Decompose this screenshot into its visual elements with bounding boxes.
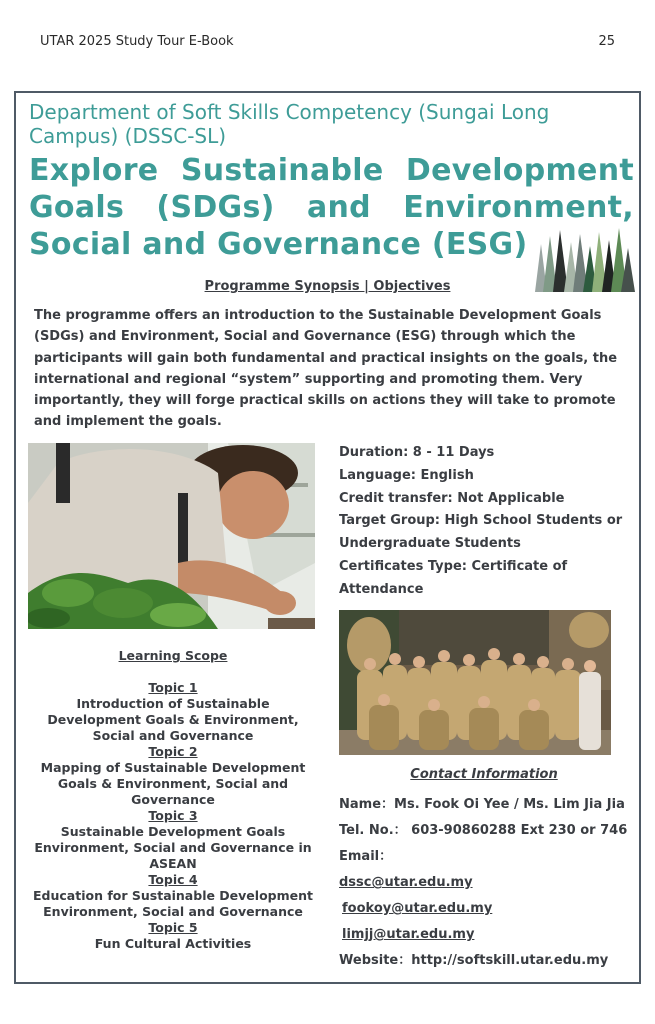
department-name: Department of Soft Skills Competency (Sungai Long Campus) (DSSC-SL) bbox=[29, 100, 550, 148]
credit-transfer: Credit transfer: Not Applicable bbox=[339, 490, 565, 506]
topic-4-text: Education for Sustainable Development Environment, Social and Governance bbox=[33, 888, 313, 919]
email-link-limjj[interactable]: limjj@utar.edu.my bbox=[342, 927, 475, 942]
contact-tel: Tel. No.： 603-90860288 Ext 230 or 746 bbox=[339, 823, 628, 838]
certificate-type: Certificates Type: Certificate of Attendance bbox=[339, 558, 568, 597]
synopsis-heading: Programme Synopsis | Objectives bbox=[204, 279, 451, 294]
language: Language: English bbox=[339, 467, 474, 483]
topic-1-label: Topic 1 bbox=[148, 680, 198, 695]
contact-heading: Contact Information bbox=[410, 767, 558, 782]
learning-scope bbox=[28, 648, 318, 952]
planting-photo bbox=[28, 443, 315, 629]
topic-3-label: Topic 3 bbox=[148, 808, 198, 823]
synopsis-body: The programme offers an introduction to the Sustainable Development Goals (SDGs) and Environment, Social and Governance (ESG) through which the participants will gain both fundamental and practical insights on the goals, the international and regional “system” supporting and promoting them. Very importantly, they will forge practical skills on actions they will take to promote and implement the goals. bbox=[34, 308, 618, 430]
topic-2-text: Mapping of Sustainable Development Goals & Environment, Social and Governance bbox=[40, 760, 306, 807]
duration: Duration: 8 - 11 Days bbox=[339, 445, 495, 460]
topic-5-label: Topic 5 bbox=[148, 920, 198, 935]
website[interactable]: Website：http://softskill.utar.edu.my bbox=[339, 953, 609, 968]
topic-2-label: Topic 2 bbox=[148, 744, 198, 759]
topic-3-text: Sustainable Development Goals Environment, Social and Governance in ASEAN bbox=[34, 824, 312, 871]
target-group: Target Group: High School Students or Undergraduate Students bbox=[339, 513, 623, 552]
email-label: Email： bbox=[339, 849, 393, 864]
contact-name: Name：Ms. Fook Oi Yee / Ms. Lim Jia Jia bbox=[339, 797, 625, 812]
email-link-dssc[interactable]: dssc@utar.edu.my bbox=[339, 875, 473, 890]
programme-title: Explore Sustainable Development Goals (SDGs) and Environment, Social and Governance (ESG) bbox=[29, 153, 634, 262]
topic-4-label: Topic 4 bbox=[148, 872, 198, 887]
programme-details bbox=[339, 442, 629, 602]
learning-scope-heading: Learning Scope bbox=[118, 648, 228, 663]
ebook-title: UTAR 2025 Study Tour E-Book bbox=[40, 34, 234, 49]
group-photo bbox=[339, 610, 611, 755]
page-number: 25 bbox=[598, 34, 615, 49]
email-link-fookoy[interactable]: fookoy@utar.edu.my bbox=[342, 901, 493, 916]
contact-information bbox=[339, 766, 629, 974]
topic-5-text: Fun Cultural Activities bbox=[94, 936, 252, 951]
topic-1-text: Introduction of Sustainable Development Goals & Environment, Social and Governance bbox=[47, 696, 299, 743]
